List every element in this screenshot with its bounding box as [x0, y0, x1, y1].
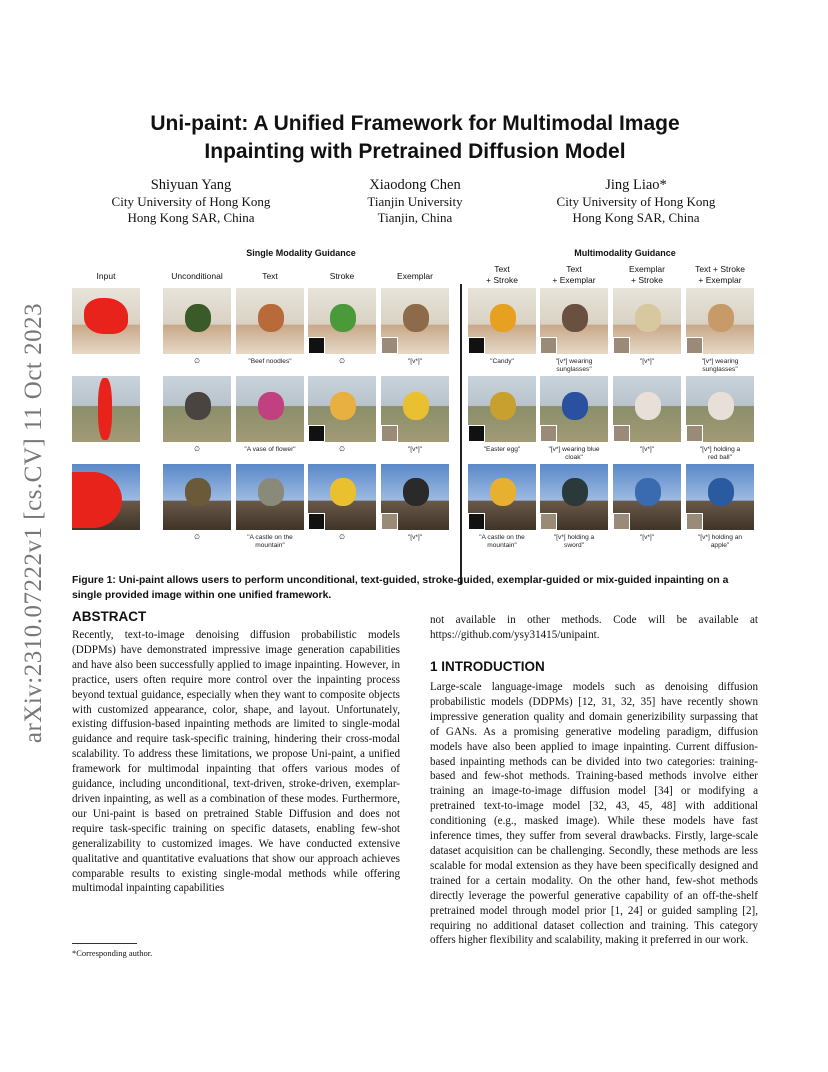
guidance-inset — [468, 425, 485, 442]
column-header-text-exemplar: Text + Exemplar — [552, 264, 596, 285]
object-shape — [84, 298, 128, 334]
cell-caption: "[v*]" — [639, 358, 655, 365]
result-image-r2-text-stroke — [468, 376, 536, 442]
guidance-inset — [613, 337, 630, 354]
result-image-r1-text-exemplar — [540, 288, 608, 354]
object-shape — [708, 304, 734, 332]
cell-caption: "[v*] wearing blue cloak" — [548, 446, 600, 461]
result-image-r2-text — [236, 376, 304, 442]
object-shape — [258, 304, 284, 332]
column-header-unconditional: Unconditional — [171, 271, 223, 281]
group-label-multi: Multimodality Guidance — [574, 248, 676, 258]
result-image-r2-text-exemplar — [540, 376, 608, 442]
result-image-r3-text-exemplar — [540, 464, 608, 530]
guidance-inset — [686, 337, 703, 354]
object-shape — [403, 392, 429, 420]
abstract-heading: ABSTRACT — [72, 609, 147, 624]
figure-caption: Figure 1: Uni-paint allows users to perform unconditional, text-guided, stroke-guided, exemplar-guided or mix-guided inpainting on a single provided image within one unified framework. — [72, 575, 729, 601]
result-image-r1-unconditional — [163, 288, 231, 354]
column-header-exemplar: Exemplar — [397, 271, 433, 281]
guidance-inset — [308, 425, 325, 442]
guidance-inset — [540, 425, 557, 442]
figure-1 — [66, 244, 760, 562]
object-shape — [98, 378, 112, 440]
result-image-r3-stroke — [308, 464, 376, 530]
cell-caption: "A castle on the mountain" — [247, 534, 293, 549]
object-shape — [635, 392, 661, 420]
result-image-r2-input — [72, 376, 140, 442]
object-shape — [403, 478, 429, 506]
object-shape — [490, 478, 516, 506]
object-shape — [708, 392, 734, 420]
object-shape — [562, 392, 588, 420]
intro-heading: 1 INTRODUCTION — [430, 659, 545, 674]
column-header-stroke: Stroke — [329, 271, 355, 281]
guidance-inset — [686, 513, 703, 530]
author-1: Shiyuan Yang City University of Hong Kong Hong Kong SAR, China — [111, 177, 271, 225]
result-image-r3-exemplar — [381, 464, 449, 530]
result-image-r1-exemplar — [381, 288, 449, 354]
object-shape — [330, 392, 356, 420]
object-shape — [258, 392, 284, 420]
result-image-r1-stroke — [308, 288, 376, 354]
column-header-exemplar-stroke: Exemplar + Stroke — [629, 264, 665, 285]
cell-caption: "Beef noodles" — [248, 358, 292, 365]
cell-caption: "[v*] holding an apple" — [697, 534, 743, 549]
arxiv-stamp: arXiv:2310.07222v1 [cs.CV] 11 Oct 2023 — [20, 302, 47, 744]
cell-caption: "[v*]" — [407, 534, 423, 541]
cell-caption: "Easter egg" — [483, 446, 521, 453]
object-shape — [185, 392, 211, 420]
guidance-inset — [613, 425, 630, 442]
cell-caption: ∅ — [194, 358, 200, 365]
guidance-inset — [468, 513, 485, 530]
result-image-r1-text-stroke — [468, 288, 536, 354]
result-image-r2-exemplar-stroke — [613, 376, 681, 442]
object-shape — [635, 304, 661, 332]
result-image-r1-text-stroke-exemplar — [686, 288, 754, 354]
result-image-r2-text-stroke-exemplar — [686, 376, 754, 442]
author-2: Xiaodong Chen Tianjin University Tianjin, China — [367, 177, 463, 225]
object-shape — [708, 478, 734, 506]
result-image-r3-text-stroke-exemplar — [686, 464, 754, 530]
result-image-r3-text-stroke — [468, 464, 536, 530]
guidance-inset — [381, 425, 398, 442]
cell-caption: ∅ — [339, 358, 345, 365]
column-header-text-stroke-exemplar: Text + Stroke + Exemplar — [695, 264, 745, 285]
guidance-inset — [381, 513, 398, 530]
object-shape — [330, 304, 356, 332]
guidance-inset — [381, 337, 398, 354]
object-shape — [490, 392, 516, 420]
result-image-r1-input — [72, 288, 140, 354]
footnote: *Corresponding author. — [72, 948, 153, 958]
author-3: Jing Liao* City University of Hong Kong Hong Kong SAR, China — [556, 177, 716, 225]
guidance-inset — [613, 513, 630, 530]
cell-caption: ∅ — [339, 534, 345, 541]
object-shape — [72, 472, 122, 528]
result-image-r2-unconditional — [163, 376, 231, 442]
cell-caption: ∅ — [194, 446, 200, 453]
cell-caption: "[v*] wearing sunglasses" — [701, 358, 739, 373]
object-shape — [490, 304, 516, 332]
paper-title: Uni-paint: A Unified Framework for Multimodal Image Inpainting with Pretrained Diffusion Model — [150, 112, 680, 163]
object-shape — [185, 478, 211, 506]
guidance-inset — [540, 513, 557, 530]
guidance-inset — [686, 425, 703, 442]
guidance-inset — [308, 513, 325, 530]
result-image-r3-unconditional — [163, 464, 231, 530]
cell-caption: "Candy" — [490, 358, 514, 365]
object-shape — [330, 478, 356, 506]
result-image-r3-input — [72, 464, 140, 530]
object-shape — [635, 478, 661, 506]
abstract-text: Recently, text-to-image denoising diffusion probabilistic models (DDPMs) have demonstrated impressive image generation capabilities and have also been successfully applied to image inpainting. However, in practice, users often require more control over the inpainting process beyond textual guidance, especially when they want to composite objects with customized appearance, color, shape, and layout. Unfortunately, existing diffusion-based inpainting methods are limited to single-modal guidance and require task-specific training, hindering their cross-modal scalability. To address these limitations, we propose Uni-paint, a unified framework for multimodal inpainting that offers various modes of guidance, including unconditional, text-driven, stroke-driven, exemplar-driven inpainting, as well as a combination of these modes. Furthermore, our Uni-paint is based on pretrained Stable Diffusion and does not require task-specific training on specific datasets, enabling few-shot generalizability to customized images. We have conducted extensive qualitative and quantitative evaluations that show our approach achieves comparable results to existing single-modal methods while offering multimodal inpainting capabilities — [72, 629, 400, 895]
cell-caption: "[v*]" — [407, 358, 423, 365]
column-header-input: Input — [96, 271, 116, 281]
column-header-text: Text — [262, 271, 278, 281]
group-label-single: Single Modality Guidance — [246, 248, 356, 258]
intro-text: Large-scale language-image models such as denoising diffusion probabilistic models (DDPMs) [12, 31, 32, 35] have recently shown impressive generation quality and domain generizibility surpassing that of GANs. As a promising generative modeling paradigm, diffusion models have also been applied to image inpainting. Current diffusion-based inpainting methods can be divided into two categories: training-based and few-shot methods. Training-based methods involve either training an image-to-image diffusion model [34] or modifying a pretrained text-to-image model [32, 43, 45, 48] with additional conditioning (e.g., masked image). While these models have fast inference times, they suffer from several drawbacks. Firstly, large-scale dataset acquisition can be challenging. Secondly, these methods are less scalable for modal extension as they have been specifically designed and trained for a certain modality. On the other hand, few-shot methods directly leverage the powerful generative capability of an off-the-shelf pretrained model through model prior [1, 24] or guided sampling [2], requiring no additional dataset collection and training. This category offers higher flexibility and scalability, making it preferred in our work. — [430, 681, 758, 947]
cell-caption: "[v*]" — [407, 446, 423, 453]
result-image-r3-text — [236, 464, 304, 530]
cell-caption: ∅ — [339, 446, 345, 453]
cell-caption: "[v*] holding a sword" — [553, 534, 595, 549]
guidance-inset — [308, 337, 325, 354]
cell-caption: "A vase of flower" — [244, 446, 296, 453]
result-image-r2-stroke — [308, 376, 376, 442]
cell-caption: "[v*] holding a red ball" — [699, 446, 741, 461]
abstract-continued: not available in other methods. Code will be available at https://github.com/ysy31415/unipaint. — [430, 614, 758, 641]
object-shape — [562, 478, 588, 506]
footnote-rule — [72, 943, 137, 944]
result-image-r1-text — [236, 288, 304, 354]
cell-caption: "[v*] wearing sunglasses" — [555, 358, 593, 373]
cell-caption: ∅ — [194, 534, 200, 541]
result-image-r1-exemplar-stroke — [613, 288, 681, 354]
cell-caption: "[v*]" — [639, 446, 655, 453]
result-image-r2-exemplar — [381, 376, 449, 442]
object-shape — [562, 304, 588, 332]
guidance-inset — [540, 337, 557, 354]
cell-caption: "A castle on the mountain" — [479, 534, 525, 549]
object-shape — [185, 304, 211, 332]
guidance-inset — [468, 337, 485, 354]
column-header-text-stroke: Text + Stroke — [486, 264, 518, 285]
cell-caption: "[v*]" — [639, 534, 655, 541]
object-shape — [403, 304, 429, 332]
object-shape — [258, 478, 284, 506]
result-image-r3-exemplar-stroke — [613, 464, 681, 530]
